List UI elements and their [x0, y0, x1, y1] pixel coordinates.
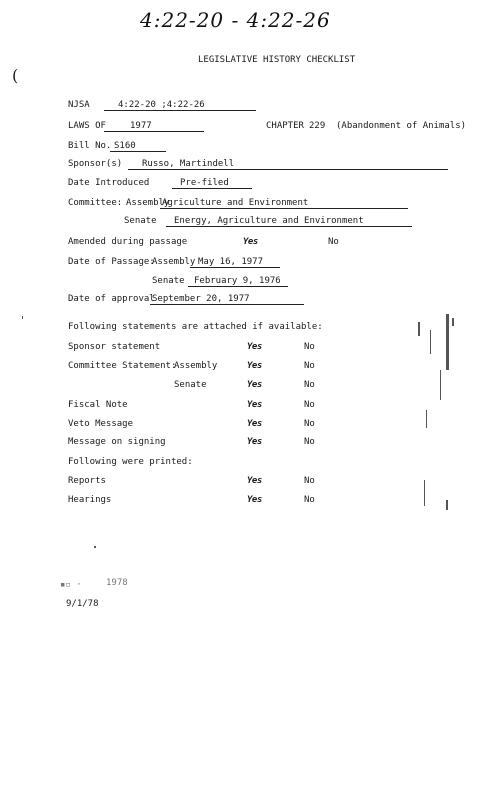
- sponsor-value: Russo, Martindell: [128, 159, 448, 170]
- committee-senate-label: Senate: [124, 216, 157, 226]
- veto-message-no: No: [304, 419, 315, 429]
- committee-label: Committee:: [68, 198, 123, 208]
- passage-assembly-value: May 16, 1977: [190, 257, 280, 268]
- committee-statement-assembly-no: No: [304, 361, 315, 371]
- sponsor-statement-no: No: [304, 342, 315, 352]
- hearings-label: Hearings: [68, 495, 112, 505]
- sponsor-label: Sponsor(s): [68, 159, 123, 169]
- message-on-signing-yes: Yes: [247, 437, 262, 447]
- veto-message-yes: Yes: [247, 419, 262, 429]
- committee-statement-assembly-yes: Yes: [247, 361, 262, 371]
- printed-heading: Following were printed:: [68, 457, 193, 467]
- veto-message-label: Veto Message: [68, 419, 134, 429]
- committee-senate-value: Energy, Agriculture and Environment: [166, 216, 412, 227]
- sponsor-statement-yes: Yes: [247, 342, 262, 352]
- scan-artifact: [418, 322, 420, 336]
- laws-of-label: LAWS OF: [68, 121, 106, 131]
- footer-year: 1978: [106, 578, 128, 588]
- passage-assembly-label: Assembly: [152, 257, 196, 267]
- scan-artifact: [22, 316, 23, 319]
- bill-value: S160: [110, 141, 166, 152]
- fiscal-note-no: No: [304, 400, 315, 410]
- njsa-label: NJSA: [68, 100, 90, 110]
- scan-artifact: [424, 480, 425, 506]
- scan-artifact: [446, 500, 448, 510]
- hearings-yes: Yes: [247, 495, 262, 505]
- reports-yes: Yes: [247, 476, 262, 486]
- scan-artifact: [446, 314, 449, 370]
- committee-statement-senate-label: Senate: [174, 380, 207, 390]
- sponsor-statement-label: Sponsor statement: [68, 342, 161, 352]
- amended-label: Amended during passage: [68, 237, 188, 247]
- passage-senate-value: February 9, 1976: [188, 276, 288, 287]
- scan-artifact: [426, 410, 427, 428]
- passage-label: Date of Passage:: [68, 257, 155, 267]
- footer-stamp-smudge: ▪▫ ·: [60, 580, 82, 590]
- date-introduced-label: Date Introduced: [68, 178, 150, 188]
- amended-no: No: [328, 237, 339, 247]
- message-on-signing-no: No: [304, 437, 315, 447]
- date-introduced-value: Pre-filed: [172, 178, 252, 189]
- passage-senate-label: Senate: [152, 276, 185, 286]
- fiscal-note-label: Fiscal Note: [68, 400, 128, 410]
- laws-of-value: 1977: [104, 121, 204, 132]
- approval-value: September 20, 1977: [150, 294, 304, 305]
- scan-artifact: [452, 318, 454, 326]
- hearings-no: No: [304, 495, 315, 505]
- committee-statement-assembly-label: Assembly: [174, 361, 218, 371]
- margin-mark: (: [12, 66, 19, 85]
- statements-heading: Following statements are attached if available:: [68, 322, 323, 332]
- scan-artifact: [430, 330, 431, 354]
- chapter-subject: (Abandonment of Animals): [336, 121, 467, 131]
- footer-date: 9/1/78: [66, 599, 99, 609]
- message-on-signing-label: Message on signing: [68, 437, 166, 447]
- amended-yes: Yes: [243, 237, 258, 247]
- chapter-number: 229: [309, 121, 326, 131]
- njsa-value: 4:22-20 ;4:22-26: [104, 100, 256, 111]
- bill-label: Bill No.: [68, 141, 112, 151]
- fiscal-note-yes: Yes: [247, 400, 262, 410]
- committee-assembly-label: Assembly: [126, 198, 170, 208]
- handwritten-header: 4:22-20 - 4:22-26: [140, 8, 331, 32]
- committee-assembly-value: Agriculture and Environment: [160, 198, 408, 209]
- committee-statement-label: Committee Statement:: [68, 361, 177, 371]
- approval-label: Date of approval: [68, 294, 155, 304]
- chapter-label: CHAPTER: [266, 121, 304, 131]
- scan-artifact: [94, 546, 96, 548]
- reports-label: Reports: [68, 476, 106, 486]
- committee-statement-senate-no: No: [304, 380, 315, 390]
- reports-no: No: [304, 476, 315, 486]
- page-title: LEGISLATIVE HISTORY CHECKLIST: [198, 55, 356, 65]
- scan-artifact: [440, 370, 441, 400]
- committee-statement-senate-yes: Yes: [247, 380, 262, 390]
